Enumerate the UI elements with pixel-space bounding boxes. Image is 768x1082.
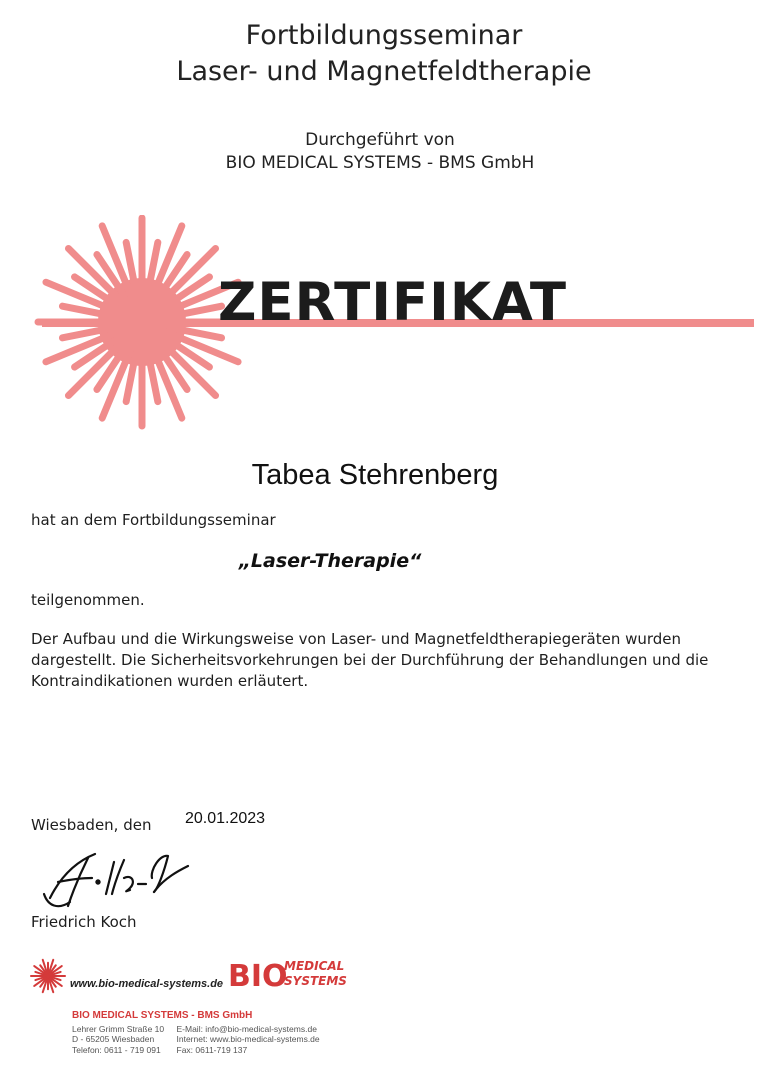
- seminar-description: Der Aufbau und die Wirkungsweise von Laser- und Magnetfeldtherapiegeräten wurden dargestellt. Die Sicherheitsvorkehrungen bei der Durchführung der Behandlungen und die Kontraindikationen wurden erläutert.: [31, 630, 709, 690]
- footer-city: D - 65205 Wiesbaden: [72, 1034, 155, 1044]
- seminar-name: „Laser-Therapie“: [238, 550, 422, 572]
- title-line-2: Laser- und Magnetfeldtherapie: [176, 56, 592, 87]
- certificate-heading: ZERTIFIKAT: [218, 272, 567, 333]
- certificate-date: 20.01.2023: [185, 810, 266, 827]
- footer-email: E-Mail: info@bio-medical-systems.de: [176, 1023, 317, 1034]
- participated-text: teilgenommen.: [31, 591, 145, 609]
- footer-phone: Telefon: 0611 - 719 091: [72, 1044, 161, 1055]
- recipient-name: Tabea Stehrenberg: [251, 459, 499, 491]
- logo-bio-text: BIO: [228, 959, 288, 991]
- logo-medical-text: MEDICAL: [284, 959, 345, 973]
- logo-systems-text: SYSTEMS: [284, 974, 347, 988]
- footer-internet: Internet: www.bio-medical-systems.de: [176, 1034, 320, 1044]
- conducted-by-company: BIO MEDICAL SYSTEMS - BMS GmbH: [225, 153, 535, 173]
- footer-contact-column: [177, 1024, 320, 1056]
- attended-text: hat an dem Fortbildungsseminar: [31, 511, 276, 529]
- title-line-1: Fortbildungsseminar: [245, 20, 523, 51]
- place-label: Wiesbaden, den: [31, 816, 152, 834]
- footer-burst-icon: [28, 958, 68, 994]
- footer-website: www.bio-medical-systems.de: [70, 978, 224, 990]
- footer-address-column: [72, 1024, 164, 1056]
- bio-medical-systems-logo: [228, 955, 360, 991]
- footer-street: Lehrer Grimm Straße 10: [72, 1023, 165, 1034]
- handwritten-signature: [40, 848, 200, 913]
- conducted-by-label: Durchgeführt von: [305, 130, 455, 150]
- footer-address-block: [72, 1011, 320, 1055]
- signer-name: Friedrich Koch: [31, 913, 137, 931]
- footer-company: BIO MEDICAL SYSTEMS - BMS GmbH: [72, 1010, 253, 1021]
- footer-fax: Fax: 0611-719 137: [176, 1044, 248, 1055]
